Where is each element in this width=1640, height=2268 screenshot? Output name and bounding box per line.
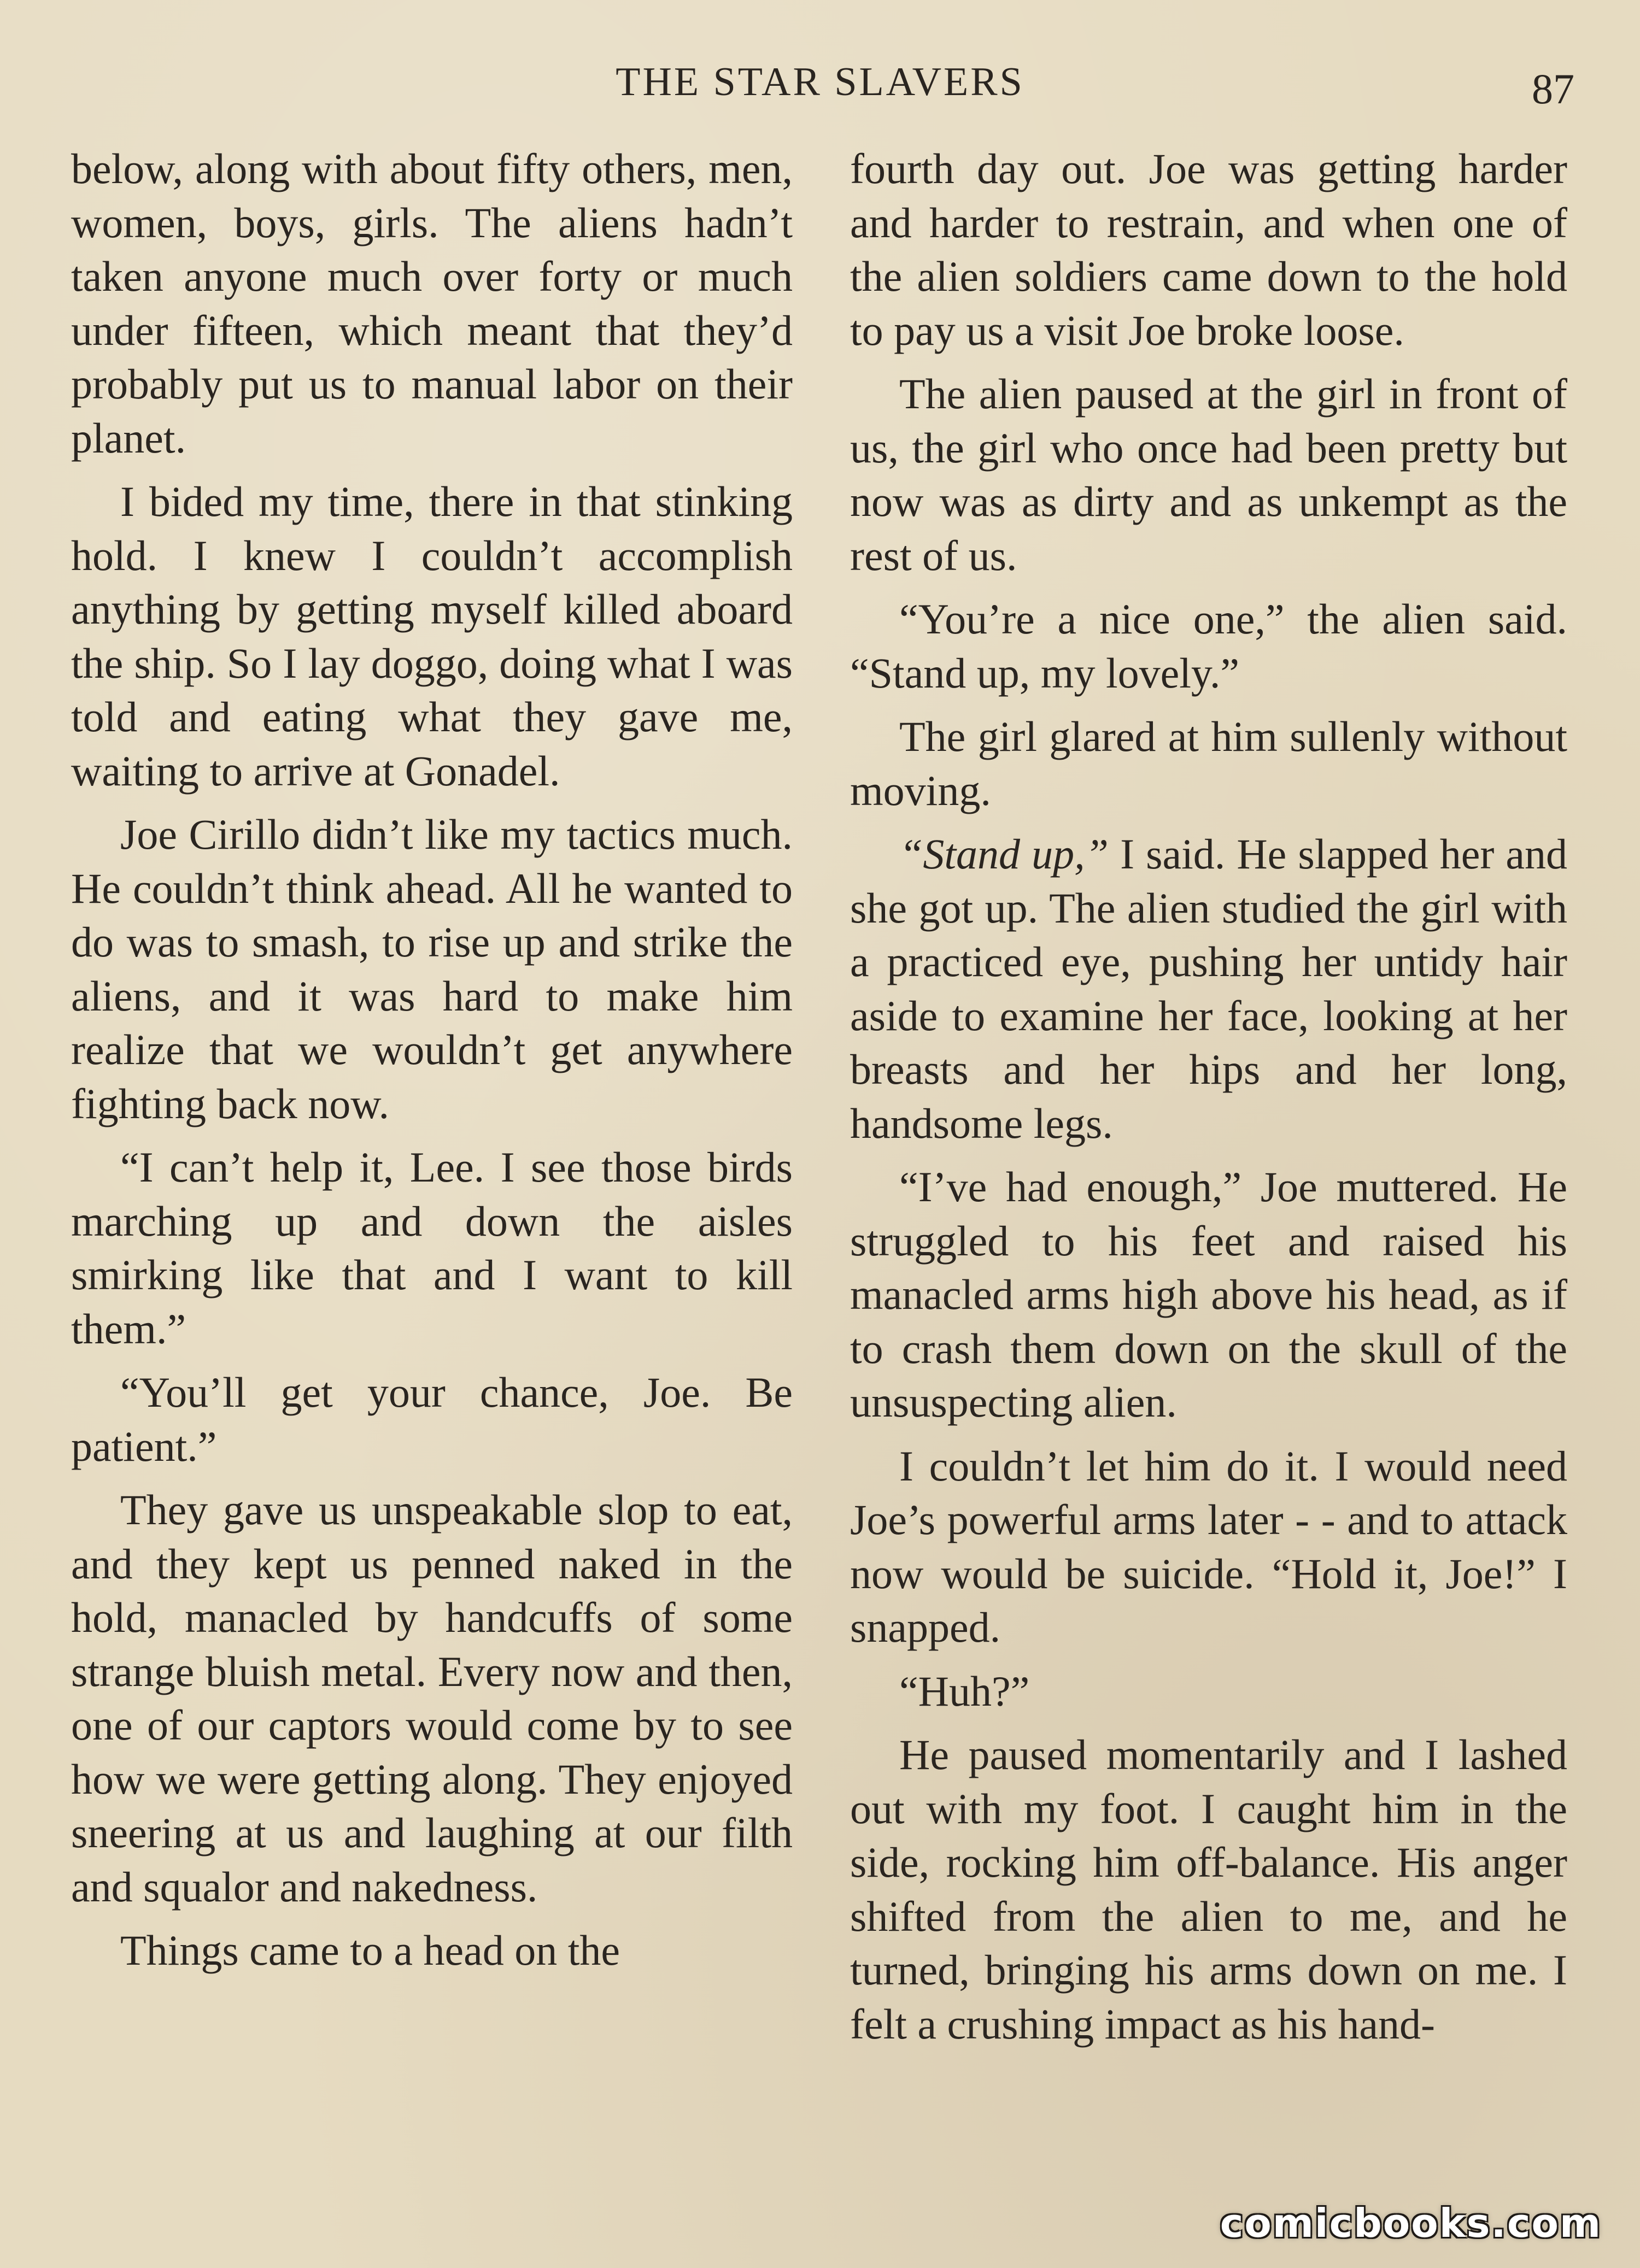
paragraph: fourth day out. Joe was getting harder and harder to restrain, and when one of the alien soldiers came down to the hold to pay us a visit Joe broke loose. bbox=[850, 145, 1567, 354]
paragraph: He paused momentarily and I lashed out with my foot. I caught him in the side, rocking him off-balance. His anger shifted from the alien to me, and he turned, bringing his arms down on me. I felt a crushing impact as his hand- bbox=[850, 1731, 1567, 2048]
paragraph: They gave us unspeakable slop to eat, and they kept us penned naked in the hold, manacled by handcuffs of some strange bluish metal. Every now and then, one of our captors would come by to see how we were getting along. They enjoyed sneering at us and laughing at our filth and squalor and nakedness. bbox=[71, 1486, 793, 1911]
paragraph: “I’ve had enough,” Joe muttered. He struggled to his feet and raised his manacled arms high above his head, as if to crash them down on the skull of the unsuspecting alien. bbox=[850, 1163, 1567, 1426]
paragraph: “You’re a nice one,” the alien said. “Stand up, my lovely.” bbox=[850, 595, 1567, 697]
paragraph: I bided my time, there in that stinking hold. I knew I couldn’t accomplish anything by getting myself killed aboard the ship. So I lay doggo, doing what I was told and eating what they gave me, waiting to arrive at Gonadel. bbox=[71, 478, 793, 795]
paragraph: The girl glared at him sullenly without moving. bbox=[850, 713, 1567, 814]
running-title: THE STAR SLAVERS bbox=[616, 60, 1024, 104]
right-column bbox=[850, 142, 1567, 2061]
left-column bbox=[71, 142, 793, 1988]
running-head bbox=[0, 59, 1640, 119]
paragraph: “You’ll get your chance, Joe. Be patient.” bbox=[71, 1368, 793, 1470]
paragraph: The alien paused at the girl in front of us, the girl who once had been pretty but now was as dirty and as unkempt as the rest of us. bbox=[850, 370, 1567, 579]
paragraph: below, along with about fifty others, men, women, boys, girls. The aliens hadn’t taken anyone much over forty or much under fifteen, which meant that they’d probably put us to manual labor on their planet. bbox=[71, 145, 793, 462]
paragraph-text: I said. He slapped her and she got up. The alien studied the girl with a practiced eye, pushing her untidy hair aside to examine her face, looking at her breasts and her hips and her long, handsome legs. bbox=[850, 830, 1567, 1147]
watermark: comicbooks.com bbox=[1220, 2200, 1602, 2246]
paragraph bbox=[850, 827, 1567, 1150]
paragraph: I couldn’t let him do it. I would need Joe’s powerful arms later - - and to attack now would be suicide. “Hold it, Joe!” I snapped. bbox=[850, 1442, 1567, 1651]
italic-quote: “Stand up,” bbox=[899, 830, 1109, 878]
paragraph: Things came to a head on the bbox=[120, 1926, 620, 1974]
paragraph: “I can’t help it, Lee. I see those birds marching up and down the aisles smirking like that and I want to kill them.” bbox=[71, 1143, 793, 1353]
paragraph: “Huh?” bbox=[899, 1667, 1030, 1715]
page-number: 87 bbox=[1532, 65, 1574, 113]
paragraph: Joe Cirillo didn’t like my tactics much. He couldn’t think ahead. All he wanted to do was to smash, to rise up and strike the aliens, and it was hard to make him realize that we wouldn’t get anywhere fighting back now. bbox=[71, 810, 793, 1127]
